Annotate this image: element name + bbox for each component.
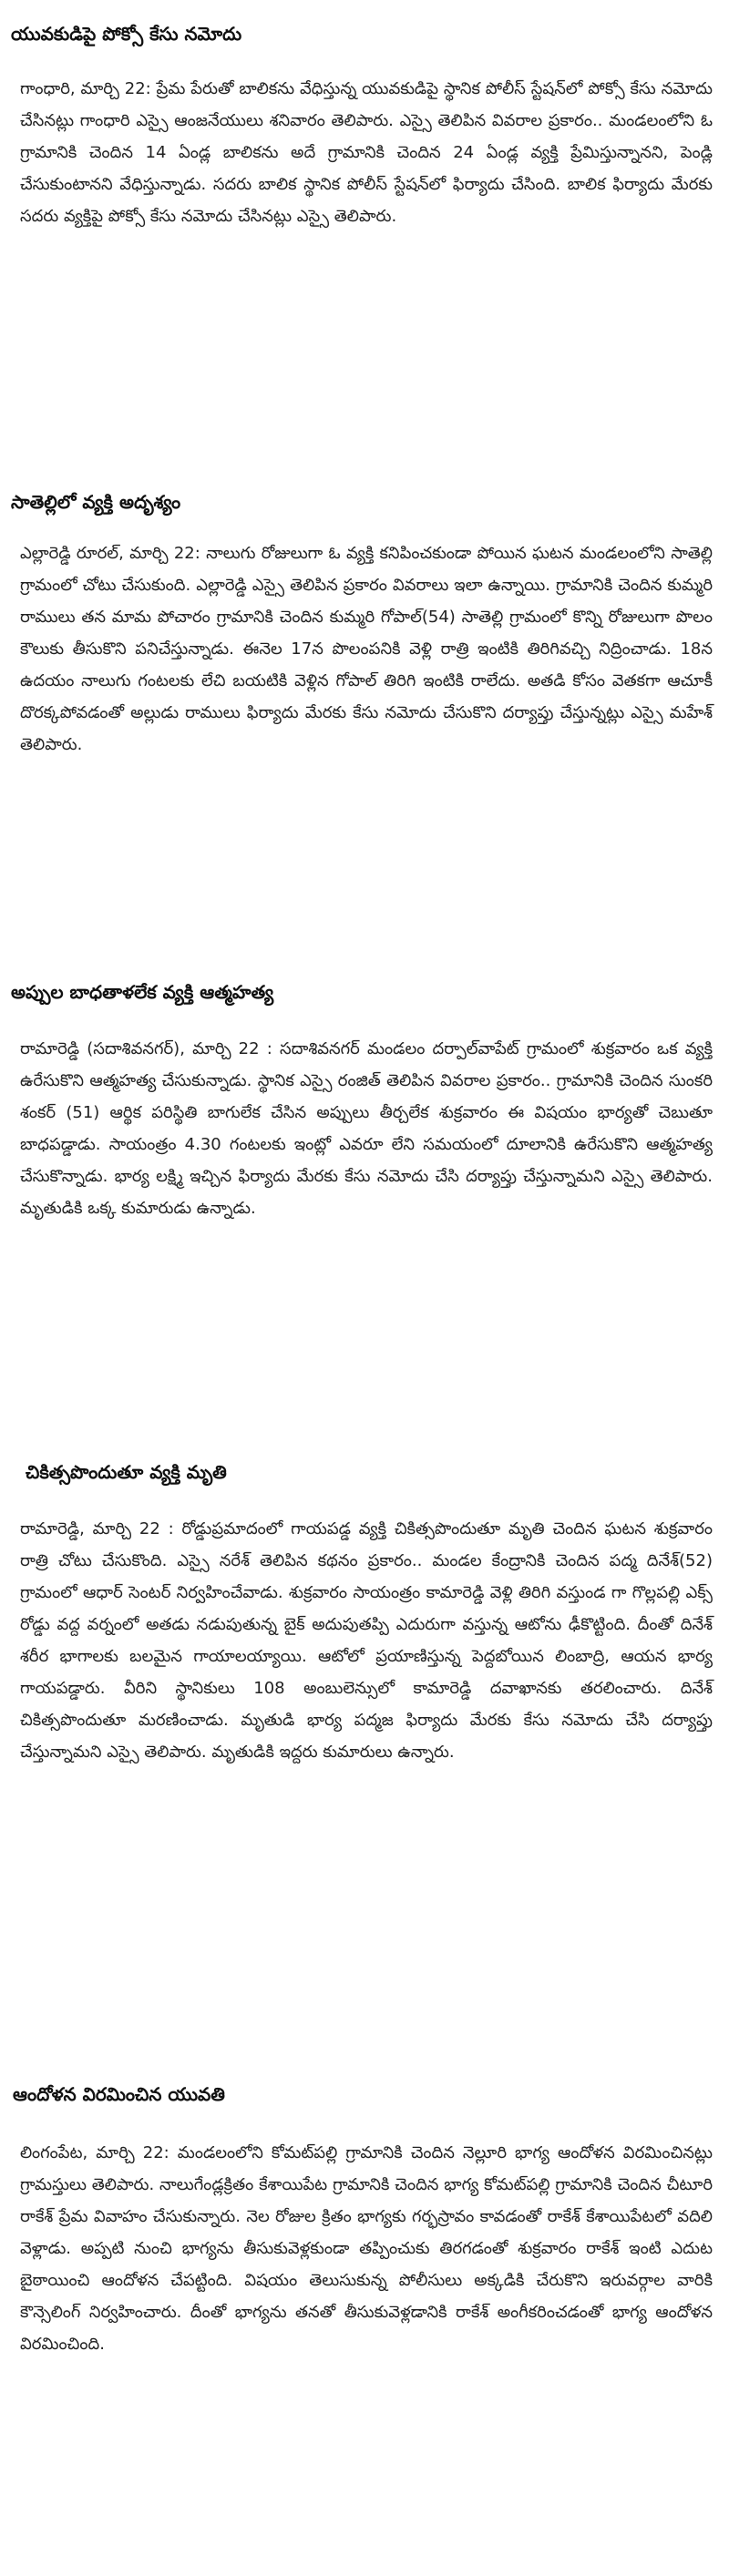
article-text: ఎల్లారెడ్డి రూరల్, మార్చి 22: నాలుగు రోజులుగా ఓ వ్యక్తి కనిపించకుండా పోయిన ఘటన మండలంలోని సాతెల్లి గ్రామంలో చోటు చేసుకుంది. ఎల్లారెడ్డి ఎస్సై తెలిపిన ప్రకారం వివరాలు ఇలా ఉన్నాయి. గ్రామానికి చెందిన కుమ్మరి రాములు తన మామ పోచారం గ్రామానికి చెందిన కుమ్మరి గోపాల్(54) సాతెల్లి గ్రామంలో కొన్ని రోజులుగా పొలం కౌలుకు తీసుకొని పనిచేస్తున్నాడు. ఈనెల 17న పొలంపనికి వెళ్లి రాత్రి ఇంటికి తిరిగివచ్చి నిద్రించాడు. 18న ఉదయం నాలుగు గంటలకు లేచి బయటికి వెళ్లిన గోపాల్ తిరిగి ఇంటికి రాలేదు. అతడి కోసం వెతకగా ఆచూకీ దొరక్కపోవడంతో అల్లుడు రాములు ఫిర్యాదు మేరకు కేసు నమోదు చేసుకొని దర్యాప్తు చేస్తున్నట్లు ఎస్సై మహేశ్ తెలిపారు. [20,544,713,754]
article-headline: యువకుడిపై పోక్సో కేసు నమోదు [11,23,242,45]
article-headline: చికిత్సపొందుతూ వ్యక్తి మృతి [26,1461,227,1483]
article-text: గాంధారి, మార్చి 22: ప్రేమ పేరుతో బాలికను వేధిస్తున్న యువకుడిపై స్థానిక పోలీస్ స్టేషన్‌లో పోక్సో కేసు నమోదు చేసినట్లు గాంధారి ఎస్సై ఆంజనేయులు శనివారం తెలిపారు. ఎస్సై తెలిపిన వివరాల ప్రకారం.. మండలంలోని ఓ గ్రామానికి చెందిన 14 ఏండ్ల బాలికను అదే గ్రామానికి చెందిన 24 ఏండ్ల వ్యక్తి ప్రేమిస్తున్నానని, పెండ్లి చేసుకుంటానని వేధిస్తున్నాడు. సదరు బాలిక స్థానిక పోలీస్ స్టేషన్‌లో ఫిర్యాదు చేసింది. బాలిక ఫిర్యాదు మేరకు సదరు వ్యక్తిపై పోక్సో కేసు నమోదు చేసినట్లు ఎస్సై తెలిపారు. [20,79,713,226]
article-headline: ఆందోళన విరమించిన యువతి [13,2083,225,2105]
news-article [0,964,729,1224]
article-body [20,537,713,761]
article-body [20,1513,713,1768]
news-article [0,1444,729,1768]
news-article [0,5,729,232]
article-body [20,73,713,232]
article-text: రామారెడ్డి, మార్చి 22 : రోడ్డుప్రమాదంలో గాయపడ్డ వ్యక్తి చికిత్సపొందుతూ మృతి చెందిన ఘటన శుక్రవారం రాత్రి చోటు చేసుకొంది. ఎస్సై నరేశ్ తెలిపిన కథనం ప్రకారం.. మండల కేంద్రానికి చెందిన పద్మ దినేశ్(52) గ్రామంలో ఆధార్ సెంటర్ నిర్వహించేవాడు. శుక్రవారం సాయంత్రం కామారెడ్డి వెళ్లి తిరిగి వస్తుండ గా గొల్లపల్లి ఎక్స్ రోడ్డు వద్ద వర్నంలో అతడు నడుపుతున్న బైక్ అదుపుతప్పి ఎదురుగా వస్తున్న ఆటోను ఢీకొట్టింది. దీంతో దినేశ్ శరీర భాగాలకు బలమైన గాయాలయ్యాయి. ఆటోలో ప్రయాణిస్తున్న పెద్దబోయిన లింబాద్రి, ఆయన భార్య గాయపడ్డారు. వీరిని స్థానికులు 108 అంబులెన్సులో కామారెడ్డి దవాఖానకు తరలించారు. దినేశ్ చికిత్సపొందుతూ మరణించాడు. మృతుడి భార్య పద్మజ ఫిర్యాదు మేరకు కేసు నమోదు చేసి దర్యాప్తు చేస్తున్నామని ఎస్సై తెలిపారు. మృతుడికి ఇద్దరు కుమారులు ఉన్నారు. [20,1519,713,1762]
article-text: రామారెడ్డి (సదాశివనగర్), మార్చి 22 : సదాశివనగర్ మండలం దర్పాల్‌వాపేట్ గ్రామంలో శుక్రవారం ఒక వ్యక్తి ఉరేసుకొని ఆత్మహత్య చేసుకున్నాడు. స్థానిక ఎస్సై రంజిత్ తెలిపిన వివరాల ప్రకారం.. గ్రామానికి చెందిన సుంకరి శంకర్ (51) ఆర్థిక పరిస్థితి బాగులేక చేసిన అప్పులు తీర్చలేక శుక్రవారం ఈ విషయం భార్యతో చెబుతూ బాధపడ్డాడు. సాయంత్రం 4.30 గంటలకు ఇంట్లో ఎవరూ లేని సమయంలో దూలానికి ఉరేసుకొని ఆత్మహత్య చేసుకొన్నాడు. భార్య లక్ష్మి ఇచ్చిన ఫిర్యాదు మేరకు కేసు నమోదు చేసి దర్యాప్తు చేస్తున్నామని ఎస్సై తెలిపారు. మృతుడికి ఒక్క కుమారుడు ఉన్నాడు. [20,1039,713,1218]
article-text: లింగంపేట, మార్చి 22: మండలంలోని కోమట్‌పల్లి గ్రామానికి చెందిన నెల్లూరి భాగ్య ఆందోళన విరమించినట్లు గ్రామస్తులు తెలిపారు. నాలుగేండ్లక్రితం కేశాయిపేట గ్రామానికి చెందిన భాగ్య కోమట్‌పల్లి గ్రామానికి చెందిన చీటూరి రాకేశ్ ప్రేమ వివాహం చేసుకున్నారు. నెల రోజుల క్రితం భాగ్యకు గర్భస్రావం కావడంతో రాకేశ్ కేశాయిపేటలో వదిలి వెళ్లాడు. అప్పటి నుంచి భాగ్యను తీసుకువెళ్లకుండా తప్పించుకు తిరగడంతో శుక్రవారం రాకేశ్ ఇంటి ఎదుట బైఠాయించి ఆందోళన చేపట్టింది. విషయం తెలుసుకున్న పోలీసులు అక్కడికి చేరుకొని ఇరువర్గాల వారికి కౌన్సెలింగ్ నిర్వహించారు. దీంతో భాగ్యను తనతో తీసుకువెళ్లడానికి రాకేశ్ అంగీకరించడంతో భాగ్య ఆందోళన విరమించింది. [20,2143,713,2354]
article-headline: అప్పుల బాధతాళలేక వ్యక్తి ఆత్మహత్య [11,981,274,1003]
article-headline: సాతెల్లిలో వ్యక్తి అదృశ్యం [11,491,181,513]
news-article [0,474,729,761]
article-body [20,1033,713,1224]
article-body [20,2137,713,2360]
news-article [0,2066,729,2360]
